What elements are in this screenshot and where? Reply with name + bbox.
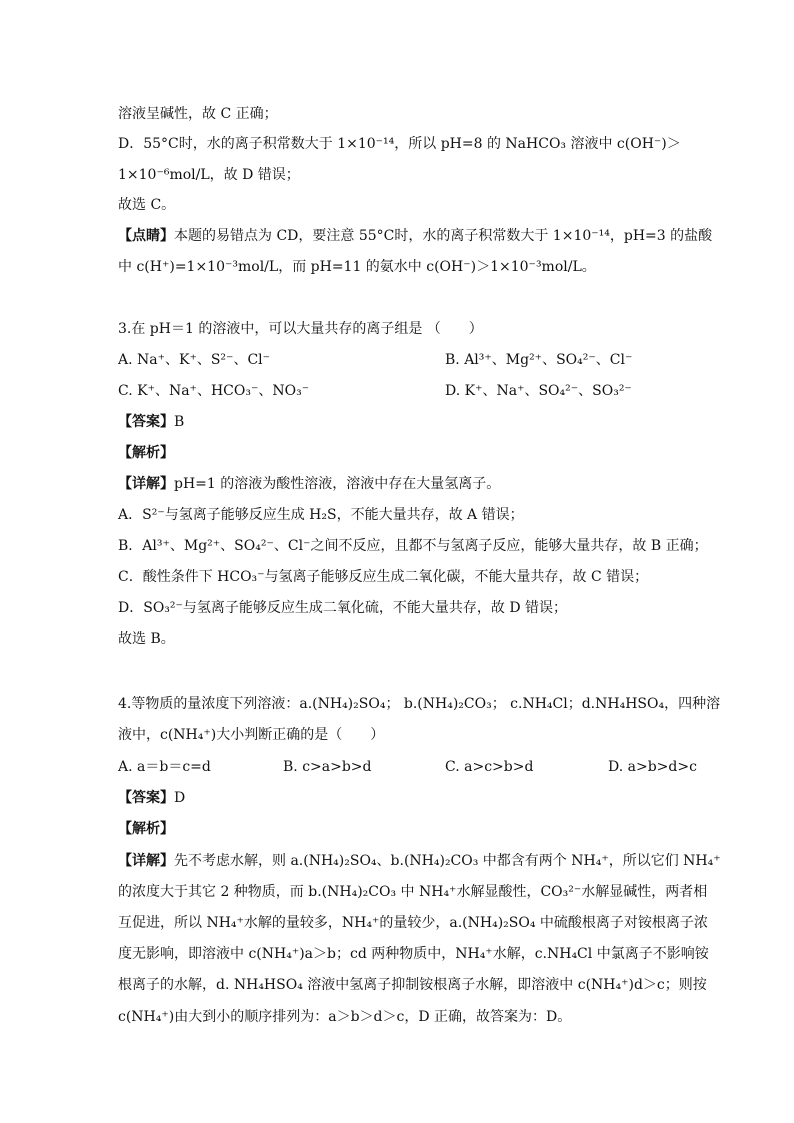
option-d: D. a>b>d>c bbox=[608, 759, 697, 775]
answer-tag: 【答案】 bbox=[118, 790, 174, 806]
answer-tag: 【答案】 bbox=[118, 414, 174, 430]
question-4-stem-line-1: 4.等物质的量浓度下列溶液：a.(NH₄)₂SO₄； b.(NH₄)₂CO₃； c.NH₄Cl；d.NH₄HSO₄，四种溶 bbox=[118, 696, 721, 712]
option-c: C. K⁺、Na⁺、HCO₃⁻、NO₃⁻ bbox=[118, 383, 310, 399]
paragraph-line: 中 c(H⁺)=1×10⁻³mol/L，而 pH=11 的氨水中 c(OH⁻)＞1×10⁻³mol/L。 bbox=[118, 259, 596, 275]
paragraph-line: 故选 C。 bbox=[118, 197, 176, 213]
paragraph-line: 溶液呈碱性，故 C 正确； bbox=[118, 106, 278, 122]
answer-value: D bbox=[174, 790, 186, 806]
tip-line bbox=[118, 225, 713, 247]
option-c: C. a>c>b>d bbox=[445, 759, 534, 775]
question-3-answer bbox=[118, 411, 694, 433]
explanation-line: 根离子的水解，d. NH₄HSO₄ 溶液中氢离子抑制铵根离子水解，即溶液中 c(NH₄⁺)d＞c；则按 bbox=[118, 977, 707, 993]
analysis-tag: 【解析】 bbox=[118, 445, 174, 461]
explanation-line: 互促进，所以 NH₄⁺水解的量较多，NH₄⁺的量较少，a.(NH₄)₂SO₄ 中硫酸根离子对铵根离子浓 bbox=[118, 915, 708, 931]
detail-line bbox=[118, 473, 694, 495]
explanation-line: 故选 B。 bbox=[118, 631, 175, 647]
paragraph-line: D．55°C时，水的离子积常数大于 1×10⁻¹⁴，所以 pH=8 的 NaHCO₃ 溶液中 c(OH⁻)＞ bbox=[118, 136, 681, 152]
detail-tag: 【详解】 bbox=[118, 476, 174, 492]
question-4-answer bbox=[118, 787, 694, 809]
option-a: A. a＝b＝c=d bbox=[118, 759, 211, 775]
explanation-line: c(NH₄⁺)由大到小的顺序排列为：a＞b＞d＞c，D 正确，故答案为：D。 bbox=[118, 1009, 572, 1025]
option-b: B. Al³⁺、Mg²⁺、SO₄²⁻、Cl⁻ bbox=[445, 352, 633, 368]
detail-tag: 【详解】 bbox=[118, 853, 174, 869]
question-4-stem-line-2: 液中，c(NH₄⁺)大小判断正确的是（ ） bbox=[118, 727, 385, 743]
explanation-line: A．S²⁻与氢离子能够反应生成 H₂S，不能大量共存，故 A 错误； bbox=[118, 507, 524, 523]
explanation-line: 度无影响，即溶液中 c(NH₄⁺)a＞b；cd 两种物质中，NH₄⁺水解，c.NH₄Cl 中氯离子不影响铵 bbox=[118, 946, 709, 962]
tip-tag: 【点睛】 bbox=[118, 228, 174, 244]
tip-text: 本题的易错点为 CD，要注意 55°C时，水的离子积常数大于 1×10⁻¹⁴，pH=3 的盐酸 bbox=[174, 228, 713, 244]
question-3-stem: 3.在 pH＝1 的溶液中，可以大量共存的离子组是 （ ） bbox=[118, 321, 483, 337]
paragraph-line: 1×10⁻⁶mol/L，故 D 错误； bbox=[118, 167, 300, 183]
option-b: B. c>a>b>d bbox=[283, 759, 372, 775]
analysis-tag: 【解析】 bbox=[118, 821, 174, 837]
answer-value: B bbox=[174, 414, 185, 430]
detail-text: 先不考虑水解，则 a.(NH₄)₂SO₄、b.(NH₄)₂CO₃ 中都含有两个 NH₄⁺，所以它们 NH₄⁺ bbox=[174, 853, 721, 869]
option-a: A. Na⁺、K⁺、S²⁻、Cl⁻ bbox=[118, 352, 271, 368]
explanation-line: D．SO₃²⁻与氢离子能够反应生成二氧化硫，不能大量共存，故 D 错误； bbox=[118, 600, 568, 616]
detail-line bbox=[118, 850, 721, 872]
option-d: D. K⁺、Na⁺、SO₄²⁻、SO₃²⁻ bbox=[445, 383, 632, 399]
explanation-line: B．Al³⁺、Mg²⁺、SO₄²⁻、Cl⁻之间不反应，且都不与氢离子反应，能够大量共存，故 B 正确； bbox=[118, 538, 708, 554]
detail-text: pH=1 的溶液为酸性溶液，溶液中存在大量氢离子。 bbox=[174, 476, 501, 492]
explanation-line: C．酸性条件下 HCO₃⁻与氢离子能够反应生成二氧化碳，不能大量共存，故 C 错误； bbox=[118, 569, 649, 585]
explanation-line: 的浓度大于其它 2 种物质，而 b.(NH₄)₂CO₃ 中 NH₄⁺水解显酸性，CO₃²⁻水解显碱性，两者相 bbox=[118, 884, 708, 900]
